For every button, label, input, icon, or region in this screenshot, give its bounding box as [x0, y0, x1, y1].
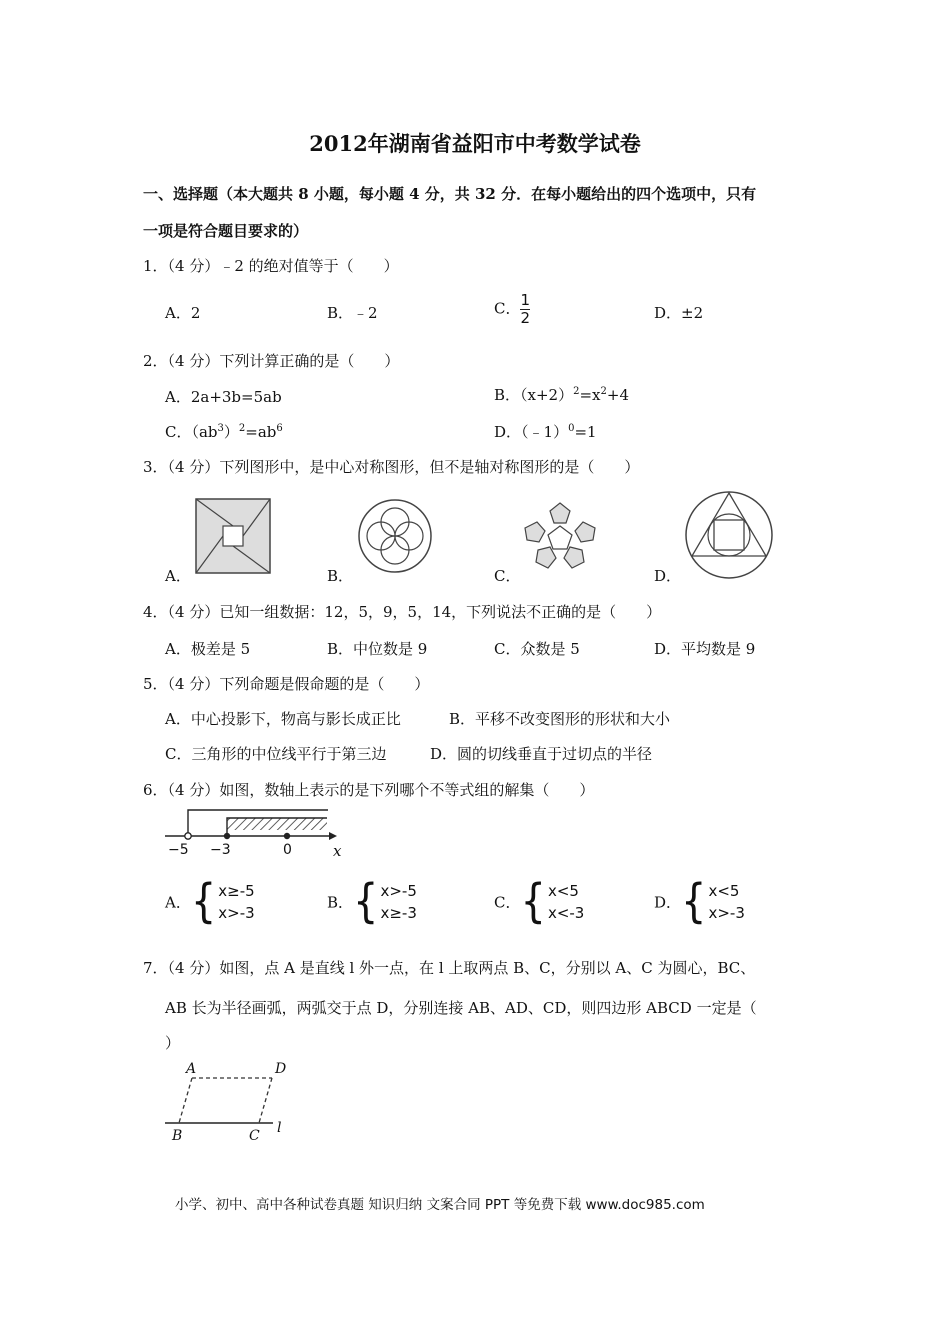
option-label: C． — [494, 893, 521, 912]
inequality: x<5 — [708, 882, 740, 900]
exponent: 2 — [573, 386, 580, 397]
q2-option-a: A．2a+3b=5ab — [165, 388, 282, 406]
text: ） — [223, 423, 239, 441]
axis-label-zero: 0 — [283, 842, 292, 858]
q5-option-b: B．平移不改变图形的形状和大小 — [449, 710, 671, 728]
axis-label-minus5: −5 — [168, 842, 189, 858]
figure-pinwheel-square — [195, 498, 271, 574]
point-label-b: B — [172, 1128, 183, 1144]
numerator: 1 — [520, 291, 531, 309]
inequality: x≥-5 — [218, 882, 255, 900]
axis-label-x: x — [333, 842, 342, 860]
text: B．（x+2） — [494, 386, 574, 404]
footer-text: 小学、初中、高中各种试卷真题 知识归纳 文案合同 PPT 等免费下载 www.doc985.com — [175, 1197, 705, 1213]
q6-option-d — [654, 875, 745, 929]
inequality: x>-3 — [708, 904, 745, 922]
question-4-stem: 4．（4 分）已知一组数据：12，5，9，5，14，下列说法不正确的是（ ） — [143, 603, 662, 621]
brace: { — [353, 875, 379, 929]
q2-option-c — [165, 421, 283, 442]
exponent: 2 — [600, 386, 607, 397]
question-7-line3: ） — [165, 1034, 181, 1052]
q1-option-c-label: C． — [494, 299, 521, 318]
inequality: x≥-3 — [380, 904, 417, 922]
exponent: 2 — [238, 423, 246, 434]
exponent: 6 — [276, 423, 283, 434]
inequality: x>-5 — [380, 882, 417, 900]
inequality: x>-3 — [218, 904, 255, 922]
q4-option-d: D．平均数是 9 — [654, 640, 756, 658]
q2-option-d — [494, 421, 597, 442]
question-1-stem: 1．（4 分）﹣2 的绝对值等于（ ） — [143, 257, 399, 275]
axis-label-minus3: −3 — [210, 842, 231, 858]
inequality-system — [353, 875, 417, 929]
q1-option-a: A．2 — [165, 304, 201, 322]
q1-option-c — [494, 292, 530, 327]
brace: { — [681, 875, 707, 929]
q6-option-c — [494, 875, 585, 929]
exponent: 3 — [217, 423, 224, 434]
q3-option-b: B． — [327, 567, 354, 585]
q4-option-c: C．众数是 5 — [494, 640, 580, 658]
q3-option-a: A． — [165, 567, 191, 585]
question-5-stem: 5．（4 分）下列命题是假命题的是（ ） — [143, 675, 430, 693]
option-label: B． — [327, 893, 354, 912]
question-6-stem: 6．（4 分）如图，数轴上表示的是下列哪个不等式组的解集（ ） — [143, 781, 595, 799]
page-title: 2012年湖南省益阳市中考数学试卷 — [309, 131, 641, 156]
text: =x — [579, 386, 601, 404]
brace: { — [520, 875, 546, 929]
text: D．（﹣1） — [494, 423, 569, 441]
text: =1 — [574, 423, 597, 441]
q5-option-d: D．圆的切线垂直于过切点的半径 — [430, 745, 653, 763]
question-3-stem: 3．（4 分）下列图形中，是中心对称图形，但不是轴对称图形的是（ ） — [143, 458, 640, 476]
point-label-a: A — [186, 1061, 197, 1077]
q4-option-a: A．极差是 5 — [165, 640, 251, 658]
question-7-line1: 7．（4 分）如图，点 A 是直线 l 外一点，在 l 上取两点 B、C，分别以 A、C 为圆心，BC、 — [143, 959, 756, 977]
q4-option-b: B．中位数是 9 — [327, 640, 428, 658]
inequality: x<5 — [547, 882, 579, 900]
figure-circle-petals — [357, 498, 433, 574]
text: +4 — [606, 386, 630, 404]
question-2-stem: 2．（4 分）下列计算正确的是（ ） — [143, 352, 400, 370]
fraction — [520, 292, 530, 327]
brace: { — [190, 875, 217, 929]
denominator: 2 — [520, 309, 531, 327]
q1-option-d: D．±2 — [654, 304, 704, 322]
inequality: x<-3 — [547, 904, 585, 922]
option-label: D． — [654, 893, 682, 912]
point-label-c: C — [249, 1128, 260, 1144]
q6-option-b — [327, 875, 417, 929]
q1-option-b: B．﹣2 — [327, 304, 378, 322]
figure-circle-triangle-square — [684, 490, 774, 580]
inequality-system — [190, 875, 255, 929]
figure-pentagons — [522, 500, 598, 576]
section-heading-line2: 一项是符合题目要求的） — [143, 222, 309, 240]
text: C．（ab — [165, 423, 218, 441]
q3-option-c: C． — [494, 567, 521, 585]
inequality-system — [520, 875, 585, 929]
q2-option-b — [494, 384, 629, 405]
inequality-system — [681, 875, 745, 929]
text: =ab — [245, 423, 277, 441]
exponent: 0 — [568, 423, 575, 434]
section-heading-line1: 一、选择题（本大题共 8 小题，每小题 4 分，共 32 分．在每小题给出的四个选项中，只有 — [143, 185, 757, 203]
q6-option-a — [165, 875, 255, 929]
line-label-l: l — [277, 1120, 282, 1136]
q5-option-c: C．三角形的中位线平行于第三边 — [165, 745, 387, 763]
question-7-line2: AB 长为半径画弧，两弧交于点 D，分别连接 AB、AD、CD，则四边形 ABCD 一定是（ — [165, 999, 757, 1017]
number-line-figure — [165, 806, 355, 864]
q3-option-d: D． — [654, 567, 682, 585]
q5-option-a: A．中心投影下，物高与影长成正比 — [165, 710, 401, 728]
point-label-d: D — [275, 1061, 287, 1077]
option-label: A． — [165, 893, 191, 912]
